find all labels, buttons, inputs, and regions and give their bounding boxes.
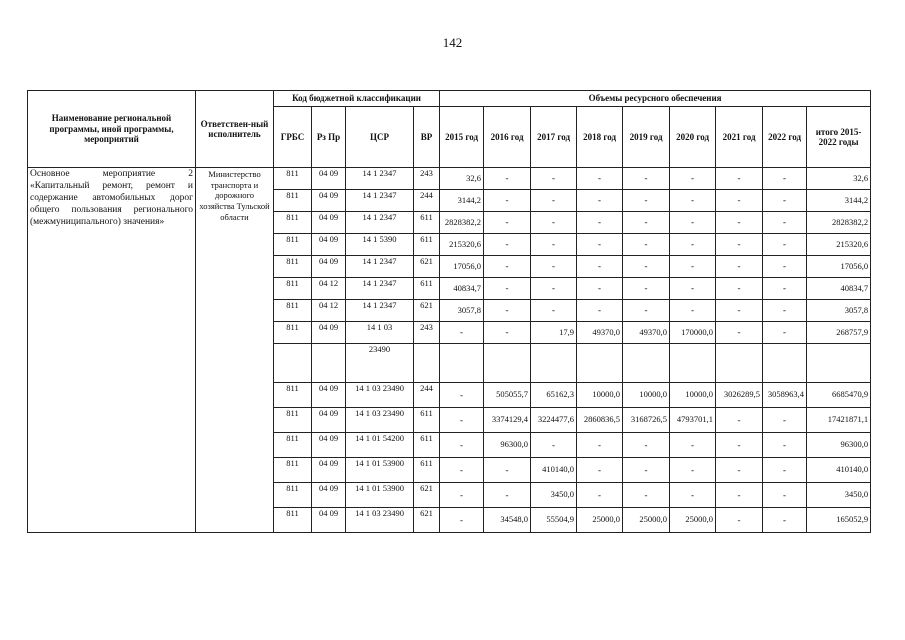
cell-year-value: - [577,212,623,234]
cell-grbs: 811 [274,168,312,190]
cell-year-value: - [531,300,577,322]
cell-rzpr: 04 09 [312,256,346,278]
cell-rzpr: 04 12 [312,278,346,300]
cell-year-value: 10000,0 [623,383,670,408]
cell-rzpr: 04 09 [312,408,346,433]
cell-rzpr: 04 09 [312,508,346,533]
cell-year-value: - [716,256,763,278]
cell-year-value: - [763,483,807,508]
cell-year-value: - [716,212,763,234]
header-executor: Ответствен-ный исполнитель [196,91,274,168]
cell-year-value: - [577,234,623,256]
cell-csr: 14 1 2347 [346,168,414,190]
cell-year-value: - [577,483,623,508]
cell-grbs: 811 [274,433,312,458]
cell-year-value: 215320,6 [440,234,484,256]
cell-total: 2828382,2 [807,212,871,234]
header-year: 2019 год [623,107,670,168]
cell-csr: 14 1 03 23490 [346,408,414,433]
cell-csr: 14 1 2347 [346,212,414,234]
cell-rzpr: 04 09 [312,190,346,212]
cell-vr: 621 [414,300,440,322]
header-rzpr: Рз Пр [312,107,346,168]
cell-year-value: - [484,300,531,322]
header-year: 2016 год [484,107,531,168]
header-year: 2020 год [670,107,716,168]
cell-vr [414,344,440,383]
cell-year-value: - [670,212,716,234]
cell-vr: 244 [414,383,440,408]
cell-year-value: - [577,458,623,483]
cell-year-value: 65162,3 [531,383,577,408]
cell-grbs: 811 [274,322,312,344]
table-row [28,168,871,190]
cell-year-value: 2828382,2 [440,212,484,234]
header-csr: ЦСР [346,107,414,168]
cell-total: 268757,9 [807,322,871,344]
cell-csr: 14 1 01 54200 [346,433,414,458]
cell-year-value: - [716,234,763,256]
cell-year-value: - [716,322,763,344]
cell-year-value: - [531,212,577,234]
cell-year-value: 96300,0 [484,433,531,458]
cell-vr: 244 [414,190,440,212]
cell-csr: 14 1 03 23490 [346,508,414,533]
cell-year-value: - [623,458,670,483]
cell-year-value: - [763,190,807,212]
cell-vr: 243 [414,168,440,190]
cell-year-value: 2860836,5 [577,408,623,433]
cell-year-value: - [670,278,716,300]
cell-year-value [484,344,531,383]
cell-grbs: 811 [274,234,312,256]
cell-year-value: - [670,256,716,278]
cell-csr: 14 1 03 23490 [346,383,414,408]
cell-year-value [440,344,484,383]
cell-year-value: 17056,0 [440,256,484,278]
cell-year-value: - [531,256,577,278]
cell-year-value: - [670,300,716,322]
cell-csr: 23490 [346,344,414,383]
header-year: 2018 год [577,107,623,168]
cell-year-value: 10000,0 [577,383,623,408]
cell-rzpr: 04 09 [312,168,346,190]
cell-year-value: - [531,190,577,212]
cell-year-value: - [577,168,623,190]
cell-year-value: - [484,483,531,508]
cell-year-value: - [440,483,484,508]
cell-year-value: - [716,458,763,483]
header-budget-classification: Код бюджетной классификации [274,91,440,107]
cell-csr: 14 1 2347 [346,300,414,322]
cell-total: 165052,9 [807,508,871,533]
cell-year-value: 55504,9 [531,508,577,533]
cell-total: 215320,6 [807,234,871,256]
activity-name: Основное мероприятие 2 «Капитальный ремонт, ремонт и содержание автомобильных дорог общего пользования регионального (межмуниципального) значения» [28,168,196,533]
cell-year-value: 3224477,6 [531,408,577,433]
cell-year-value: - [763,168,807,190]
cell-year-value: 49370,0 [623,322,670,344]
cell-vr: 621 [414,256,440,278]
cell-total: 17056,0 [807,256,871,278]
cell-year-value: - [670,458,716,483]
header-grbs: ГРБС [274,107,312,168]
cell-year-value: - [440,433,484,458]
cell-year-value: 49370,0 [577,322,623,344]
cell-year-value: - [577,256,623,278]
cell-total [807,344,871,383]
cell-year-value: 3057,8 [440,300,484,322]
cell-year-value: - [531,433,577,458]
cell-year-value: - [577,190,623,212]
cell-rzpr: 04 09 [312,433,346,458]
cell-year-value: 3144,2 [440,190,484,212]
header-resources: Объемы ресурсного обеспечения [440,91,871,107]
cell-year-value: 3026289,5 [716,383,763,408]
cell-total: 6685470,9 [807,383,871,408]
header-vr: ВР [414,107,440,168]
cell-year-value: - [763,508,807,533]
cell-year-value [763,344,807,383]
cell-vr: 611 [414,458,440,483]
cell-vr: 611 [414,408,440,433]
header-total: итого 2015-2022 годы [807,107,871,168]
cell-year-value: - [763,278,807,300]
cell-year-value: - [716,168,763,190]
cell-year-value: 25000,0 [623,508,670,533]
cell-year-value: 32,6 [440,168,484,190]
cell-grbs: 811 [274,408,312,433]
header-year: 2021 год [716,107,763,168]
cell-year-value: - [484,458,531,483]
cell-year-value: - [763,408,807,433]
cell-rzpr: 04 09 [312,322,346,344]
cell-vr: 611 [414,234,440,256]
cell-year-value: 25000,0 [577,508,623,533]
cell-year-value: - [484,190,531,212]
cell-rzpr [312,344,346,383]
cell-rzpr: 04 09 [312,212,346,234]
cell-grbs: 811 [274,190,312,212]
page-number: 142 [442,35,463,50]
cell-year-value: - [623,300,670,322]
cell-year-value: - [716,483,763,508]
cell-year-value: - [484,322,531,344]
cell-total: 17421871,1 [807,408,871,433]
cell-year-value: - [716,508,763,533]
cell-year-value: - [623,433,670,458]
cell-total: 96300,0 [807,433,871,458]
cell-year-value: - [623,168,670,190]
header-year: 2015 год [440,107,484,168]
cell-year-value [670,344,716,383]
cell-rzpr: 04 12 [312,300,346,322]
cell-year-value: 3374129,4 [484,408,531,433]
cell-year-value: - [716,300,763,322]
cell-year-value: - [763,433,807,458]
cell-csr: 14 1 01 53900 [346,458,414,483]
cell-year-value: - [531,234,577,256]
cell-vr: 243 [414,322,440,344]
cell-grbs: 811 [274,278,312,300]
cell-year-value [623,344,670,383]
cell-year-value: - [440,383,484,408]
resource-table [27,90,871,533]
cell-csr: 14 1 03 [346,322,414,344]
cell-year-value: - [531,168,577,190]
cell-rzpr: 04 09 [312,483,346,508]
cell-year-value: - [623,190,670,212]
cell-year-value: 34548,0 [484,508,531,533]
cell-year-value: 170000,0 [670,322,716,344]
cell-year-value: - [577,433,623,458]
cell-year-value: - [716,408,763,433]
cell-year-value: - [763,300,807,322]
header-year: 2017 год [531,107,577,168]
cell-grbs: 811 [274,256,312,278]
cell-year-value: 17,9 [531,322,577,344]
cell-csr: 14 1 01 53900 [346,483,414,508]
cell-year-value: - [763,256,807,278]
cell-vr: 611 [414,433,440,458]
cell-year-value: - [623,212,670,234]
cell-grbs [274,344,312,383]
cell-year-value: - [484,278,531,300]
cell-year-value: - [440,322,484,344]
cell-grbs: 811 [274,458,312,483]
cell-year-value: - [716,278,763,300]
cell-year-value: - [623,278,670,300]
cell-year-value: 10000,0 [670,383,716,408]
cell-grbs: 811 [274,300,312,322]
cell-year-value: - [440,408,484,433]
cell-year-value: - [670,234,716,256]
cell-csr: 14 1 2347 [346,278,414,300]
cell-year-value: 40834,7 [440,278,484,300]
cell-year-value: - [763,322,807,344]
activity-executor: Министерство транспорта и дорожного хозяйства Тульской области [196,168,274,533]
cell-grbs: 811 [274,508,312,533]
cell-year-value: - [484,256,531,278]
cell-year-value: - [577,278,623,300]
header-name: Наименование региональной программы, иной программы, мероприятий [28,91,196,168]
cell-year-value [531,344,577,383]
cell-year-value: - [440,508,484,533]
cell-year-value: - [716,190,763,212]
cell-year-value: - [440,458,484,483]
cell-year-value: 410140,0 [531,458,577,483]
cell-year-value: - [623,234,670,256]
cell-year-value: - [763,234,807,256]
cell-year-value: - [623,483,670,508]
header-year: 2022 год [763,107,807,168]
cell-year-value: - [484,212,531,234]
cell-year-value: - [716,433,763,458]
cell-vr: 611 [414,278,440,300]
cell-year-value: - [670,168,716,190]
cell-rzpr: 04 09 [312,458,346,483]
cell-total: 40834,7 [807,278,871,300]
cell-year-value: - [763,212,807,234]
cell-total: 3057,8 [807,300,871,322]
cell-csr: 14 1 2347 [346,256,414,278]
cell-total: 410140,0 [807,458,871,483]
cell-year-value [716,344,763,383]
cell-vr: 611 [414,212,440,234]
cell-year-value: - [484,234,531,256]
cell-rzpr: 04 09 [312,383,346,408]
cell-csr: 14 1 2347 [346,190,414,212]
cell-year-value: 3058963,4 [763,383,807,408]
cell-year-value [577,344,623,383]
cell-year-value: 505055,7 [484,383,531,408]
cell-total: 3450,0 [807,483,871,508]
cell-year-value: 3450,0 [531,483,577,508]
cell-vr: 621 [414,508,440,533]
cell-year-value: - [577,300,623,322]
cell-rzpr: 04 09 [312,234,346,256]
cell-total: 3144,2 [807,190,871,212]
cell-vr: 621 [414,483,440,508]
cell-year-value: - [531,278,577,300]
cell-grbs: 811 [274,212,312,234]
cell-year-value: - [670,433,716,458]
cell-total: 32,6 [807,168,871,190]
cell-year-value: 4793701,1 [670,408,716,433]
cell-csr: 14 1 5390 [346,234,414,256]
cell-year-value: - [484,168,531,190]
cell-year-value: - [763,458,807,483]
cell-year-value: - [623,256,670,278]
cell-year-value: 3168726,5 [623,408,670,433]
cell-grbs: 811 [274,483,312,508]
cell-grbs: 811 [274,383,312,408]
cell-year-value: 25000,0 [670,508,716,533]
cell-year-value: - [670,190,716,212]
cell-year-value: - [670,483,716,508]
